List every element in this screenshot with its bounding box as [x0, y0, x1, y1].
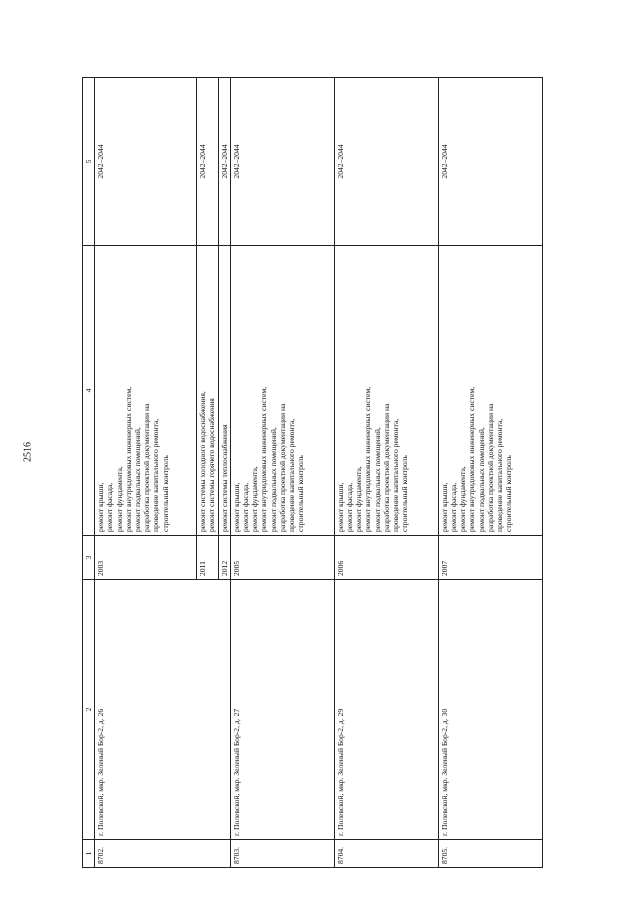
- year-cell: 2003: [95, 536, 197, 580]
- work-item: ремонт крыши,: [96, 482, 106, 532]
- work-item: разработка проектной документации на: [485, 403, 495, 532]
- work-item: проведение капитального ремонта,: [287, 418, 297, 532]
- works-cell: [197, 246, 218, 536]
- period-cell: 2042–2044: [438, 78, 542, 246]
- table-row: [95, 78, 197, 868]
- work-item: ремонт фундамента,: [458, 466, 468, 532]
- header-cell: 5: [83, 78, 95, 246]
- work-item: ремонт фасада,: [105, 482, 115, 532]
- year-cell: 2007: [438, 536, 542, 580]
- year-cell: 2006: [334, 536, 438, 580]
- header-cell: 1: [83, 840, 95, 868]
- work-item: ремонт системы теплоснабжения: [219, 424, 229, 532]
- work-item: ремонт подвальных помещений,: [133, 427, 143, 532]
- period-cell: 2042–2044: [230, 78, 334, 246]
- work-item: строительный контроль: [504, 455, 514, 532]
- row-number: 8704.: [334, 840, 438, 868]
- table-row: [334, 78, 438, 868]
- table-row: [230, 78, 334, 868]
- work-item: проведение капитального ремонта,: [151, 418, 161, 532]
- work-item: ремонт фасада,: [241, 482, 251, 532]
- year-cell: 2012: [218, 536, 230, 580]
- address-cell: г. Полевской, мкр. Зеленый Бор-2, д. 26: [95, 580, 231, 840]
- work-item: ремонт системы горячего водоснабжения: [207, 398, 217, 532]
- page-number: 2516: [22, 442, 34, 462]
- year-cell: 2005: [230, 536, 334, 580]
- year-cell: 2011: [197, 536, 218, 580]
- period-cell: 2042–2044: [334, 78, 438, 246]
- works-cell: [334, 246, 438, 536]
- works-cell: [230, 246, 334, 536]
- repair-schedule-table: [82, 77, 543, 868]
- work-item: ремонт подвальных помещений,: [476, 427, 486, 532]
- rotated-table-wrapper: [82, 78, 542, 868]
- header-cell: 2: [83, 580, 95, 840]
- address-cell: г. Полевской, мкр. Зеленый Бор-2, д. 27: [230, 580, 334, 840]
- address-cell: г. Полевской, мкр. Зеленый Бор-2, д. 29: [334, 580, 438, 840]
- header-row: [83, 78, 95, 868]
- work-item: ремонт фасада,: [345, 482, 355, 532]
- work-item: ремонт внутридомовых инженерных систем,: [363, 386, 373, 532]
- work-item: разработка проектной документации на: [142, 403, 152, 532]
- work-item: ремонт внутридомовых инженерных систем,: [123, 386, 133, 532]
- works-cell: [438, 246, 542, 536]
- row-number: 8705.: [438, 840, 542, 868]
- address-cell: г. Полевской, мкр. Зеленый Бор-2, д. 30: [438, 580, 542, 840]
- work-item: строительный контроль: [296, 455, 306, 532]
- work-item: ремонт крыши,: [231, 482, 241, 532]
- work-item: ремонт внутридомовых инженерных систем,: [259, 386, 269, 532]
- work-item: ремонт подвальных помещений,: [268, 427, 278, 532]
- period-cell: 2042–2044: [95, 78, 197, 246]
- work-item: проведение капитального ремонта,: [495, 418, 505, 532]
- work-item: ремонт фундамента,: [250, 466, 260, 532]
- work-item: строительный контроль: [400, 455, 410, 532]
- work-item: ремонт фундамента,: [114, 466, 124, 532]
- work-item: разработка проектной документации на: [381, 403, 391, 532]
- work-item: ремонт крыши,: [439, 482, 449, 532]
- header-cell: 4: [83, 246, 95, 536]
- work-item: проведение капитального ремонта,: [391, 418, 401, 532]
- works-cell: [95, 246, 197, 536]
- work-item: ремонт фасада,: [449, 482, 459, 532]
- row-number: 8702.: [95, 840, 231, 868]
- period-cell: 2042–2044: [218, 78, 230, 246]
- header-cell: 3: [83, 536, 95, 580]
- period-cell: 2042–2044: [197, 78, 218, 246]
- work-item: ремонт фундамента,: [354, 466, 364, 532]
- work-item: ремонт системы холодного водоснабжения,: [198, 391, 208, 532]
- work-item: разработка проектной документации на: [277, 403, 287, 532]
- work-item: строительный контроль: [160, 455, 170, 532]
- work-item: ремонт подвальных помещений,: [372, 427, 382, 532]
- work-item: ремонт крыши,: [335, 482, 345, 532]
- table-body: [83, 78, 543, 868]
- row-number: 8703.: [230, 840, 334, 868]
- work-item: ремонт внутридомовых инженерных систем,: [467, 386, 477, 532]
- table-row: [438, 78, 542, 868]
- works-cell: [218, 246, 230, 536]
